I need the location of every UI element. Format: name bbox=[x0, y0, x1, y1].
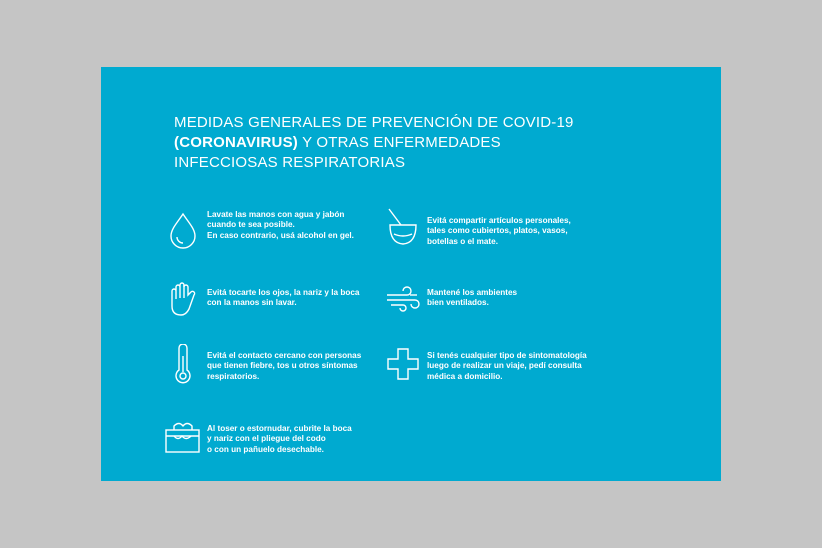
title-line-1: MEDIDAS GENERALES DE PREVENCIÓN DE COVID-19 bbox=[174, 114, 574, 131]
text-line: médica a domicilio. bbox=[427, 371, 503, 381]
title-bold-part: (CORONAVIRUS) bbox=[174, 134, 298, 151]
text-line: Evitá el contacto cercano con personas bbox=[207, 351, 362, 360]
text-line: con la manos sin lavar. bbox=[207, 298, 297, 308]
item-consult-text bbox=[427, 351, 617, 382]
wind-icon bbox=[385, 279, 421, 319]
item-no-touch-face-text bbox=[207, 288, 397, 309]
item-wash-hands-text bbox=[207, 210, 397, 241]
text-line: En caso contrario, usá alcohol en gel. bbox=[207, 230, 354, 240]
card-title bbox=[174, 113, 594, 173]
prevention-card bbox=[101, 67, 721, 481]
mate-cup-icon bbox=[385, 207, 421, 247]
text-line: respiratorios. bbox=[207, 371, 260, 381]
water-drop-icon bbox=[165, 210, 201, 250]
item-avoid-contact-text bbox=[207, 351, 397, 382]
text-line: Evitá tocarte los ojos, la nariz y la boca bbox=[207, 288, 360, 297]
text-line: tales como cubiertos, platos, vasos, bbox=[427, 226, 568, 236]
text-line: Al toser o estornudar, cubrite la boca bbox=[207, 424, 352, 433]
text-line: que tienen fiebre, tos u otros síntomas bbox=[207, 361, 358, 371]
text-line: o con un pañuelo desechable. bbox=[207, 444, 324, 454]
text-line: cuando te sea posible. bbox=[207, 220, 295, 230]
text-line: Mantené los ambientes bbox=[427, 288, 518, 297]
text-line: Lavate las manos con agua y jabón bbox=[207, 210, 345, 219]
title-line-2 bbox=[174, 133, 594, 153]
hand-icon bbox=[165, 279, 201, 319]
text-line: Si tenés cualquier tipo de sintomatología bbox=[427, 351, 587, 360]
text-line: luego de realizar un viaje, pedí consulta bbox=[427, 361, 582, 371]
item-no-share-text bbox=[427, 216, 617, 247]
text-line: y nariz con el pliegue del codo bbox=[207, 434, 326, 444]
item-ventilate-text bbox=[427, 288, 617, 309]
medical-cross-icon bbox=[385, 345, 421, 385]
item-cover-cough-text bbox=[207, 424, 397, 455]
text-line: Evitá compartir artículos personales, bbox=[427, 216, 571, 225]
tissue-box-icon bbox=[165, 418, 201, 458]
title-line-2-rest: Y OTRAS ENFERMEDADES bbox=[297, 134, 501, 151]
thermometer-icon bbox=[165, 344, 201, 384]
title-line-3: INFECCIOSAS RESPIRATORIAS bbox=[174, 154, 406, 171]
text-line: botellas o el mate. bbox=[427, 236, 498, 246]
text-line: bien ventilados. bbox=[427, 298, 489, 308]
